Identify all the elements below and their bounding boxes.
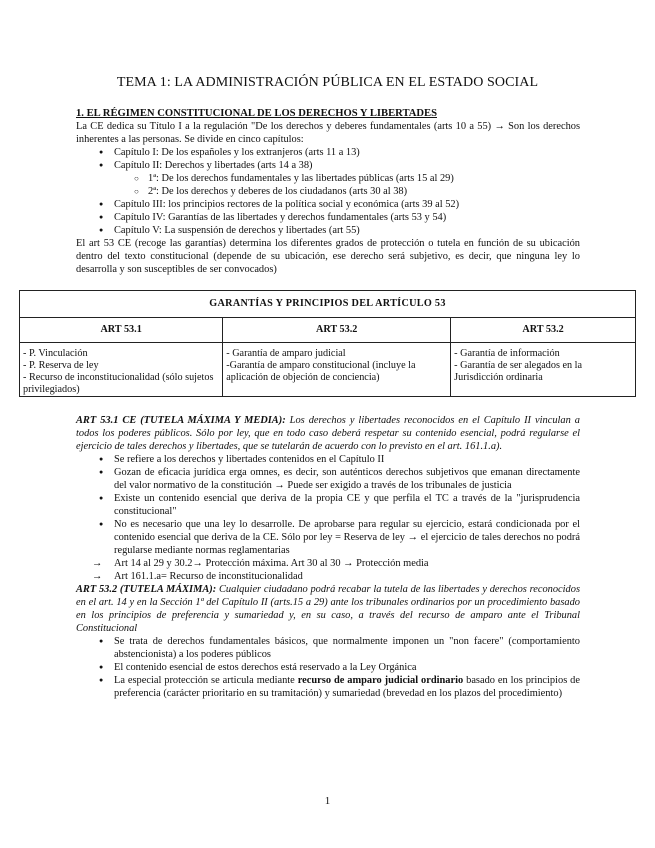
intro-paragraph: La CE dedica su Título I a la regulación "De los derechos y deberes fundamentales (arts 10 a 55) → Son los derechos inherentes a las personas. Se divide en cinco capítulos: [76,121,580,145]
cell-line: - Recurso de inconstitucionalidad (sólo sujetos privilegiados) [23,372,214,395]
table-cell [20,343,223,397]
art532-label: ART 53.2 (TUTELA MÁXIMA): [76,584,217,595]
cell-line: - Garantía de información [454,348,560,359]
art532-paragraph [76,583,580,635]
list-item [114,674,580,700]
list-item [114,159,580,198]
bullet-bold-text: recurso de amparo judicial ordinario [297,675,464,686]
list-item: ● Capítulo III: los principios rectores de la política social y económica (arts 39 al 52) [114,198,580,211]
section-heading: 1. EL RÉGIMEN CONSTITUCIONAL DE LOS DERECHOS Y LIBERTADES [76,108,437,119]
cell-line: -Garantía de amparo constitucional (incluye la aplicación de objeción de conciencia) [226,360,416,383]
table-column-header: ART 53.2 [451,318,636,343]
cell-line: - P. Vinculación [23,348,88,359]
section-1 [76,107,580,276]
art531-arrow-list [76,557,580,583]
chapter-list [76,146,580,237]
list-item: ● Capítulo IV: Garantías de las libertades y derechos fundamentales (arts 53 y 54) [114,211,580,224]
art531-label: ART 53.1 CE (TUTELA MÁXIMA Y MEDIA): [76,415,286,426]
table-title: GARANTÍAS Y PRINCIPIOS DEL ARTÍCULO 53 [20,291,636,318]
table-cell [451,343,636,397]
list-item: ● Existe un contenido esencial que deriva de la propia CE y que perfila el TC a través de la "jurisprudencia constitucional" [114,492,580,518]
list-item: ● Se refiere a los derechos y libertades contenidos en el Capítulo II [114,453,580,466]
list-item: ● Se trata de derechos fundamentales básicos, que normalmente imponen un "non facere" (comportamiento abstencionista) a los poderes públicos [114,635,580,661]
table-column-header: ART 53.1 [20,318,223,343]
list-item: → Art 14 al 29 y 30.2→ Protección máxima. Art 30 al 30 → Protección media [114,557,580,570]
list-item: ○ 1ª: De los derechos fundamentales y las libertades públicas (arts 15 al 29) [148,172,580,185]
cell-line: - Garantía de ser alegados en la Jurisdicción ordinaria [454,360,583,383]
table-column-header: ART 53.2 [223,318,451,343]
subsection-list [114,172,580,198]
art532-text: Cualquier ciudadano podrá recabar la tutela de las libertades y derechos reconocidos en el art. 14 y en la Sección 1ª del Capítulo II (arts.15 a 29) ante los tribunales ordinarios por un procedimiento basado en los principios de preferencia y sumariedad y, en su caso, a través del recurso de amparo ante el Tribunal Constitucional [76,584,580,634]
bullet-text: basado en los principios de preferencia (carácter prioritario en su tramitación) y sumariedad (brevedad en los plazos del procedimiento) [114,675,580,699]
articles-section [76,414,580,700]
cell-line: - P. Reserva de ley [23,360,99,371]
page-title: TEMA 1: LA ADMINISTRACIÓN PÚBLICA EN EL ESTADO SOCIAL [116,75,539,90]
art531-text: Los derechos y libertades reconocidos en el Capítulo II vinculan a todos los poderes públicos. Sólo por ley, que en todo caso deberá respetar su contenido esencial, podrá regularse el ejercicio de tales derechos y libertades, que se tutelarán de acuerdo con lo previsto en el art. 161.1.a). [76,415,580,452]
table-cell [223,343,451,397]
list-item: ● No es necesario que una ley lo desarrolle. De aprobarse para regular su ejercicio, estará condicionada por el contenido esencial que deriva de la CE. Sólo por ley = Reserva de ley → el ejercicio de tales derechos no podrá regularse mediante normas reglamentarias [114,518,580,557]
list-item: ● Capítulo V: La suspensión de derechos y libertades (art 55) [114,224,580,237]
guarantees-table [19,290,636,397]
list-item: ● Gozan de eficacia jurídica erga omnes, es decir, son auténticos derechos subjetivos que emanan directamente del valor normativo de la constitución → Puede ser exigido a través de los tribunales de justicia [114,466,580,492]
list-item: → Art 161.1.a= Recurso de inconstitucionalidad [114,570,580,583]
chapter-label: Capítulo II: Derechos y libertades (arts 14 a 38) [114,160,313,171]
list-item: ● El contenido esencial de estos derechos está reservado a la Ley Orgánica [114,661,580,674]
list-item: ● Capítulo I: De los españoles y los extranjeros (arts 11 a 13) [114,146,580,159]
list-item: ○ 2ª: De los derechos y deberes de los ciudadanos (arts 30 al 38) [148,185,580,198]
art531-bullets [76,453,580,557]
page-number: 1 [324,795,331,807]
art532-bullets [76,635,580,700]
cell-line: - Garantía de amparo judicial [226,348,346,359]
bullet-text: La especial protección se articula mediante [114,675,295,686]
art531-paragraph [76,414,580,453]
art53-paragraph: El art 53 CE (recoge las garantías) determina los diferentes grados de protección o tutela en función de su ubicación dentro del texto constitucional (depende de su ubicación, ese derecho será subjetivo, es decir, que ninguna ley lo desarrolla y son susceptibles de ser convocados) [76,238,580,275]
